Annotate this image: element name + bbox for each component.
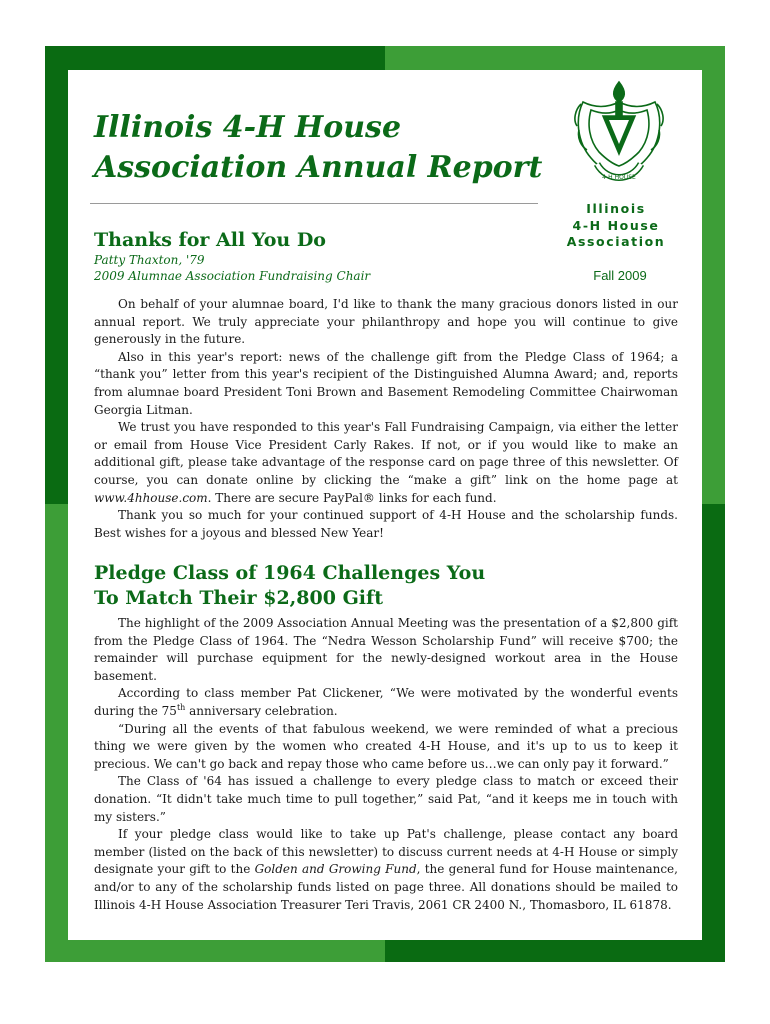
thanks-paragraph-3 — [94, 419, 678, 507]
pledge-paragraph-2 — [94, 685, 678, 720]
thanks-p3-text-b: . There are secure PayPal® links for each fund. — [207, 490, 497, 505]
sidebar-org-line2: 4-H House — [572, 217, 660, 233]
sidebar-org-line3: Association — [566, 234, 666, 249]
pledge-p2-sup: th — [176, 702, 186, 712]
website-link[interactable]: www.4hhouse.com — [94, 490, 208, 505]
thanks-article-body — [94, 296, 678, 542]
pledge-p5-text-b: , the general fund for House maintenance, and/or to any of the scholarship funds listed on page three. All donations should be mailed to Illinois 4-H House Association Treasurer Teri Travis, 2061 CR 2400 N., Thomasboro, IL 61878. — [94, 862, 678, 912]
thanks-paragraph-1: On behalf of your alumnae board, I'd like to thank the many gracious donors listed in our annual report. We truly appreciate your philanthropy and hope you will continue to give generously in the future. — [94, 297, 678, 347]
pledge-p5-text-a: If your pledge class would like to take up Pat's challenge, please contact any board member (listed on the back of this newsletter) to discuss current needs at 4-H House or simply designate your gift to the — [94, 827, 678, 877]
pledge-paragraph-4: The Class of '64 has issued a challenge to every pledge class to match or exceed their donation. “It didn't take much time to pull together,” said Pat, “and it keeps me in touch with my sisters.” — [94, 774, 678, 824]
pledge-heading — [94, 561, 534, 611]
pledge-heading-line2: To Match Their $2,800 Gift — [94, 587, 383, 609]
thanks-heading: Thanks for All You Do — [94, 229, 326, 251]
pledge-p2-text-a: According to class member Pat Clickener, “We were motivated by the wonderful events during the 75 — [94, 686, 678, 718]
thanks-paragraph-2: Also in this year's report: news of the challenge gift from the Pledge Class of 1964; a “thank you” letter from this year's recipient of the Distinguished Alumna Award; and, reports from alumnae board President Toni Brown and Basement Remodeling Committee Chairwoman Georgia Litman. — [94, 349, 678, 417]
byline-author: Patty Thaxton, '79 — [94, 253, 205, 267]
crest-logo-icon — [573, 78, 665, 190]
sidebar-org-line1: Illinois — [586, 201, 646, 216]
report-title — [94, 108, 564, 188]
pledge-p2-text-b: anniversary celebration. — [185, 703, 338, 718]
crest-banner-text: 4-H HOUSE — [602, 174, 636, 181]
thanks-p3-text-a: We trust you have responded to this year's Fall Fundraising Campaign, via either the letter or email from House Vice President Carly Rakes. If not, or if you would like to make an additional gift, please take advantage of the response card on page three of this newsletter. Of course, you can donate online by clicking the “make a gift” link on the home page at — [94, 420, 678, 487]
pledge-paragraph-1: The highlight of the 2009 Association Annual Meeting was the presentation of a $2,800 gift from the Pledge Class of 1964. The “Nedra Wesson Scholarship Fund” will receive $700; the remainder will purchase equipment for the newly-designed workout area in the House basement. — [94, 616, 678, 683]
report-title-line2: Association Annual Report — [94, 150, 543, 185]
thanks-byline — [94, 252, 370, 284]
report-title-line1: Illinois 4-H House — [94, 110, 402, 145]
pledge-heading-line1: Pledge Class of 1964 Challenges You — [94, 562, 486, 584]
thanks-paragraph-4: Thank you so much for your continued support of 4-H House and the scholarship funds. Best wishes for a joyous and blessed New Year! — [94, 508, 678, 540]
pledge-article-body — [94, 615, 678, 914]
sidebar-org-name — [560, 201, 672, 251]
golden-growing-fund: Golden and Growing Fund — [254, 862, 417, 877]
sidebar-season: Fall 2009 — [593, 268, 647, 283]
byline-role: 2009 Alumnae Association Fundraising Chair — [94, 269, 371, 283]
title-divider — [90, 203, 538, 204]
pledge-paragraph-3: “During all the events of that fabulous weekend, we were reminded of what a precious thing we were given by the women who created 4-H House, and it's up to us to keep it precious. We can't go back and repay those who came before us…we can only pay it forward.” — [94, 721, 678, 771]
pledge-paragraph-5 — [94, 826, 678, 914]
